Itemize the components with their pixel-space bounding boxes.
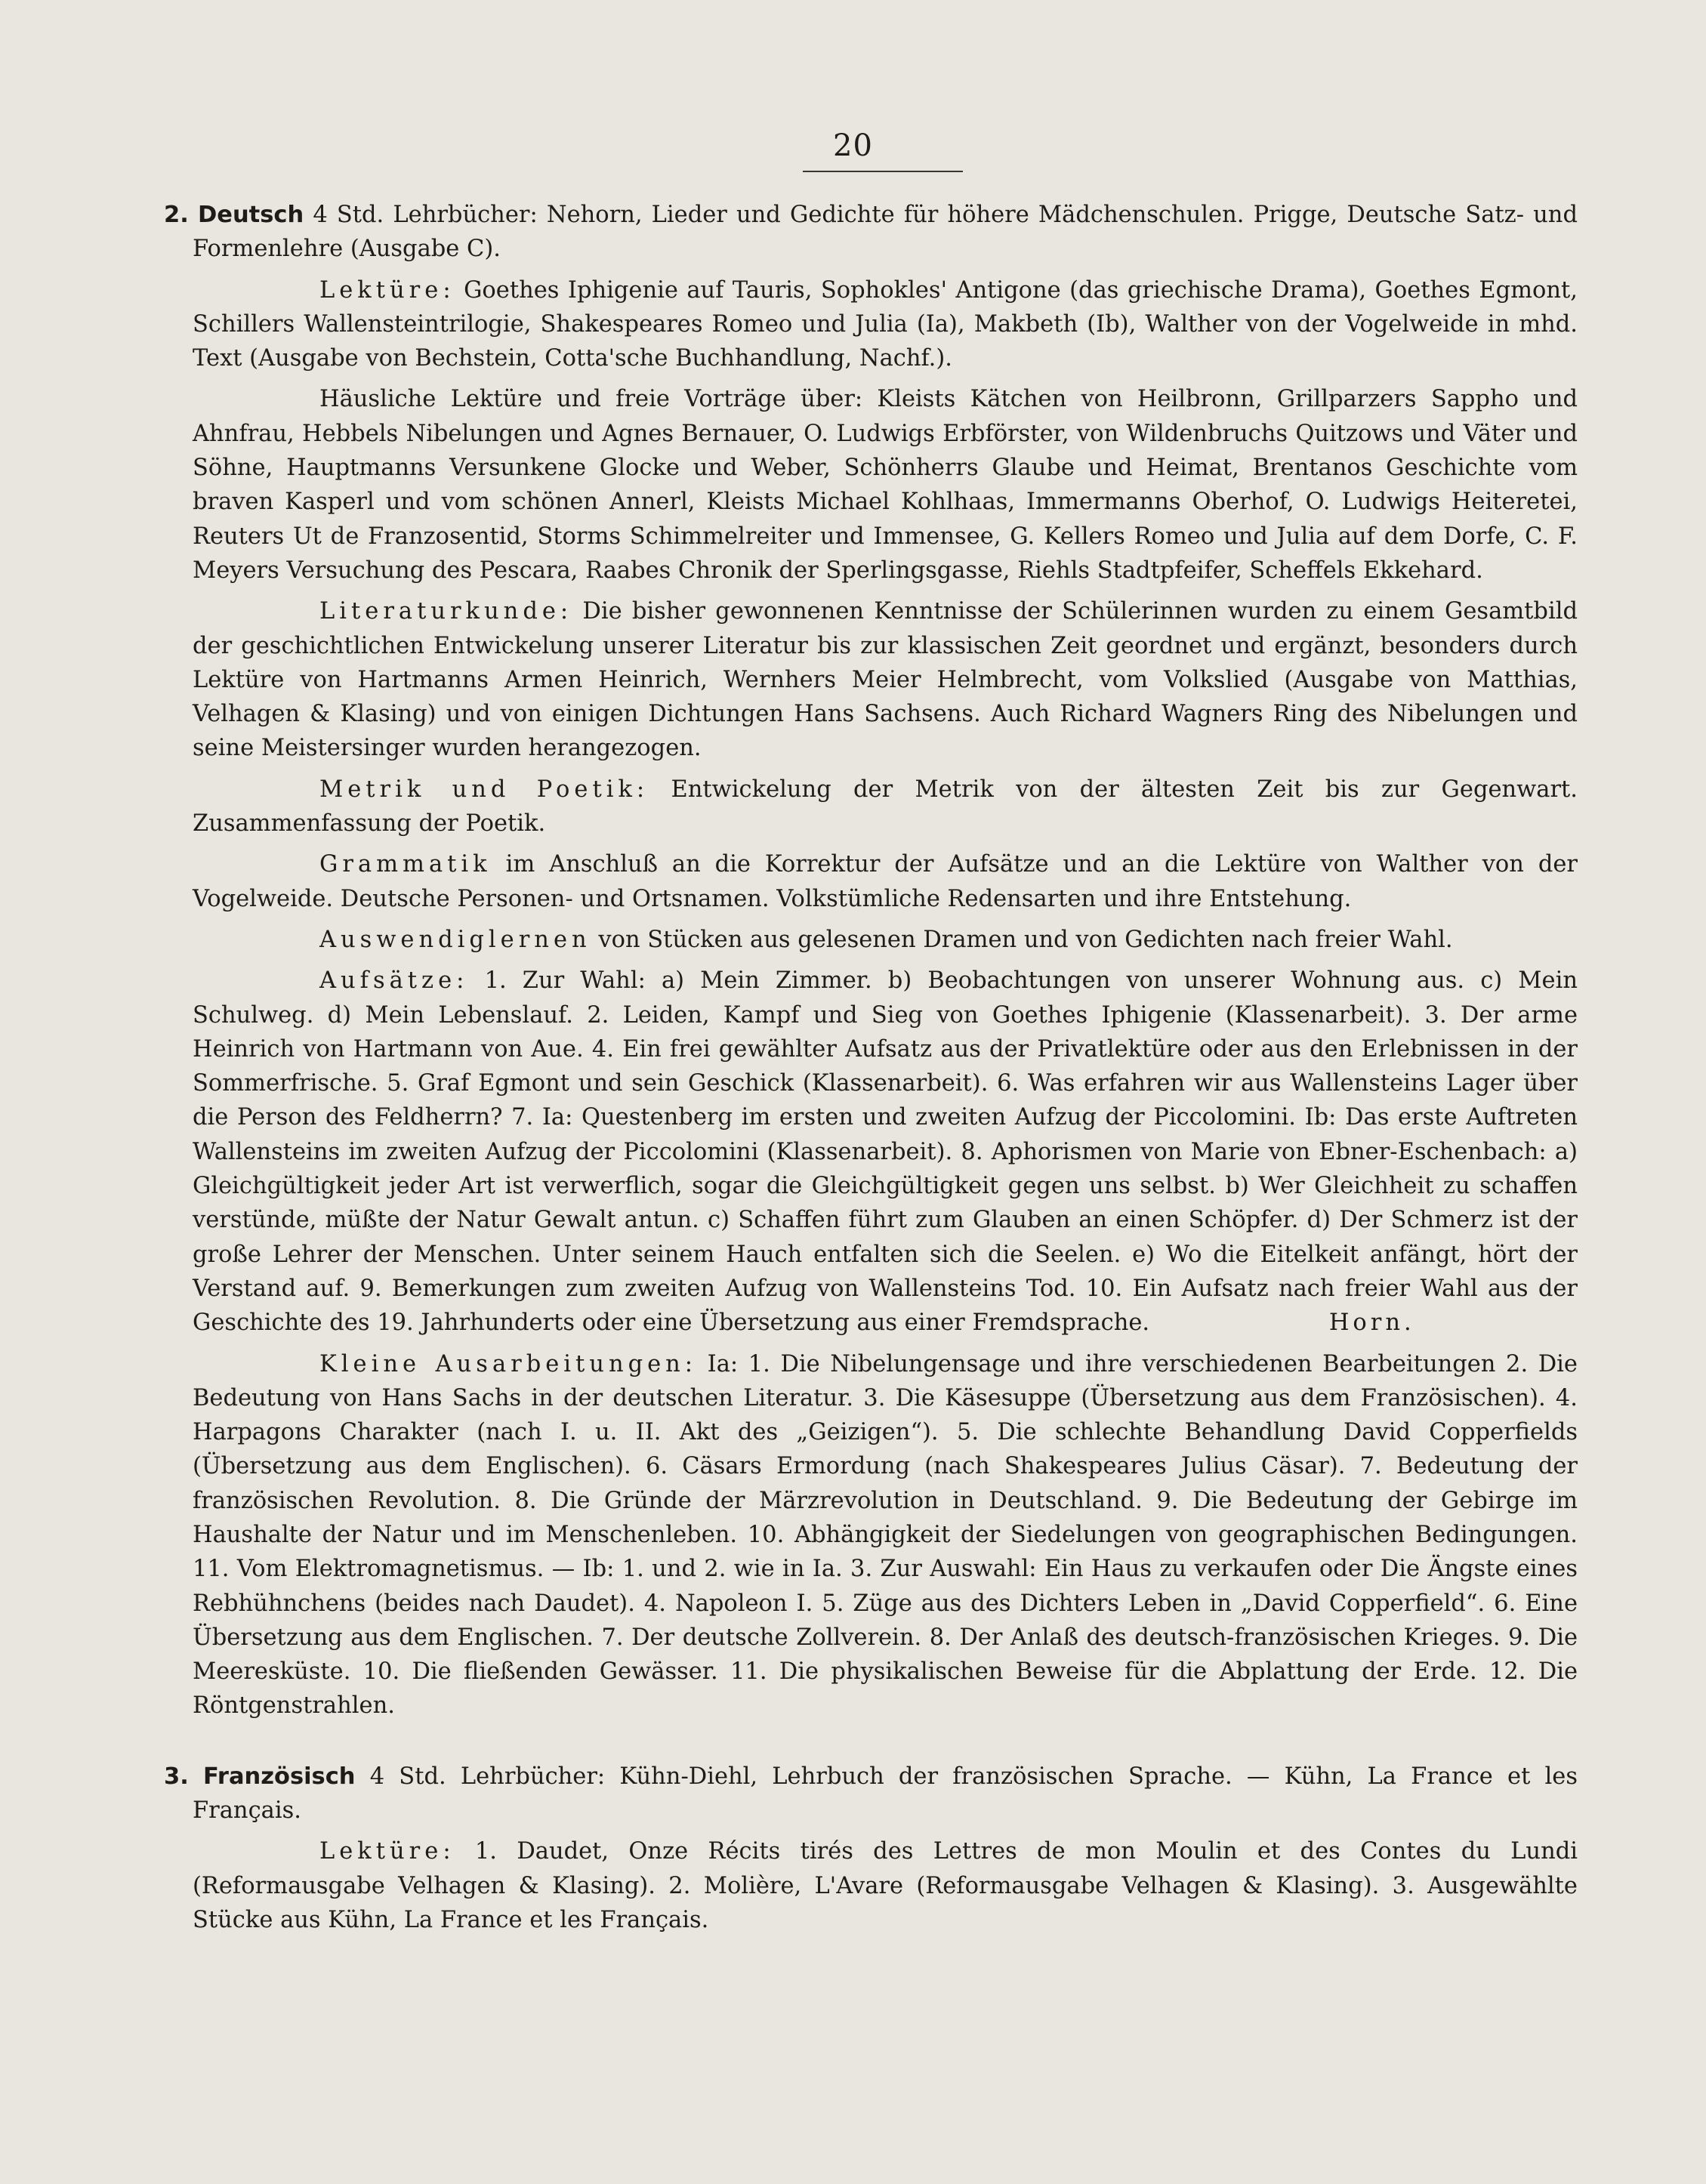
grammatik-paragraph (193, 847, 1578, 916)
literaturkunde-label: Literaturkunde: (319, 598, 573, 625)
section-name: Französisch (203, 1763, 356, 1790)
lektuere-label: Lektüre: (319, 1838, 455, 1865)
grammatik-label: Grammatik (319, 851, 492, 878)
lektuere-label: Lektüre: (319, 276, 455, 304)
section-franzoesisch-header (164, 1760, 1578, 1828)
section-hours: 4 Std. (369, 1763, 446, 1790)
kleine-ausarbeitungen-text: Ia: 1. Die Nibelungensage und ihre verschiedenen Bearbeitungen 2. Die Bedeutung von Hans Sachs in der deutschen Literatur. 3. Die Käsesuppe (Übersetzung aus dem Französischen). 4. Harpagons Charakter (nach I. u. II. Akt des „Geizigen“). 5. Die schlechte Behandlung David Copperfields (Übersetzung aus dem Englischen). 6. Cäsars Ermordung (nach Shakespeares Julius Cäsar). 7. Bedeutung der französischen Revolution. 8. Die Gründe der Märzrevolution in Deutschland. 9. Die Bedeutung der Gebirge im Haushalte der Natur und im Menschenleben. 10. Abhängigkeit der Siedelungen von geographischen Bedingungen. 11. Vom Elektromagnetismus. — Ib: 1. und 2. wie in Ia. 3. Zur Auswahl: Ein Haus zu verkaufen oder Die Ängste eines Rebhühnchens (beides nach Daudet). 4. Napoleon I. 5. Züge aus des Dichters Leben in „David Copperfield“. 6. Eine Übersetzung aus dem Englischen. 7. Der deutsche Zollverein. 8. Der Anlaß des deutsch-französischen Krieges. 9. Die Meeresküste. 10. Die fließenden Gewässer. 11. Die physikalischen Beweise für die Abplattung der Erde. 12. Die Röntgenstrahlen. (193, 1350, 1578, 1720)
haeusliche-lektuere-paragraph (193, 382, 1578, 588)
section-name: Deutsch (197, 202, 304, 228)
auswendiglernen-text: von Stücken aus gelesenen Dramen und von Gedichten nach freier Wahl. (598, 926, 1453, 953)
section-deutsch-header (164, 198, 1578, 267)
books-text: Nehorn, Lieder und Gedichte für höhere Mädchenschulen. Prigge, Deutsche Satz- und Formenlehre (Ausgabe C). (193, 202, 1578, 263)
auswendiglernen-paragraph (193, 923, 1578, 957)
metrik-text: Entwickelung der Metrik von der ältesten Zeit bis zur Gegenwart. Zusammenfassung der Poetik. (193, 776, 1578, 838)
section-number: 3. (164, 1763, 189, 1790)
section-hours: 4 Std. (313, 202, 384, 228)
kleine-ausarbeitungen-paragraph (193, 1347, 1578, 1723)
page-content (164, 198, 1578, 1937)
auswendiglernen-label: Auswendiglernen (319, 926, 591, 953)
books-text: Kühn-Diehl, Lehrbuch der französischen Sprache. — Kühn, La France et les Français. (193, 1763, 1578, 1825)
metrik-paragraph (193, 773, 1578, 841)
aufsaetze-label: Aufsätze: (319, 967, 469, 995)
section-number: 2. (164, 202, 189, 228)
teacher-signature: Horn. (1328, 1309, 1415, 1337)
metrik-label: Metrik und Poetik: (319, 776, 649, 803)
books-label: Lehrbücher: (393, 202, 538, 228)
literaturkunde-paragraph (193, 594, 1578, 765)
lektuere-text: Goethes Iphigenie auf Tauris, Sophokles' Antigone (das griechische Drama), Goethes Egmont, Schillers Wallensteintrilogie, Shakespeares Romeo und Julia (Ia), Makbeth (Ib), Walther von der Vogelweide in mhd. Text (Ausgabe von Bechstein, Cotta'sche Buchhandlung, Nachf.). (193, 276, 1578, 372)
aufsaetze-text: 1. Zur Wahl: a) Mein Zimmer. b) Beobachtungen von unserer Wohnung aus. c) Mein Schulweg. d) Mein Lebenslauf. 2. Leiden, Kampf und Sieg von Goethes Iphigenie (Klassenarbeit). 3. Der arme Heinrich von Hartmann von Aue. 4. Ein frei gewählter Aufsatz aus der Privatlektüre oder aus den Erlebnissen in der Sommerfrische. 5. Graf Egmont und sein Geschick (Klassenarbeit). 6. Was erfahren wir aus Wallensteins Lager über die Person des Feldherrn? 7. Ia: Questenberg im ersten und zweiten Aufzug der Piccolomini. Ib: Das erste Auftreten Wallensteins im zweiten Aufzug der Piccolomini (Klassenarbeit). 8. Aphorismen von Marie von Ebner-Eschenbach: a) Gleichgültigkeit jeder Art ist verwerflich, sogar die Gleichgültigkeit gegen uns selbst. b) Wer Gleichheit zu schaffen verstünde, müßte der Natur Gewalt antun. c) Schaffen führt zum Glauben an einen Schöpfer. d) Der Schmerz ist der große Lehrer der Menschen. Unter seinem Hauch entfalten sich die Seelen. e) Wo die Eitelkeit anfängt, hört der Verstand auf. 9. Bemerkungen zum zweiten Aufzug von Wallensteins Tod. 10. Ein Aufsatz nach freier Wahl aus der Geschichte des 19. Jahrhunderts oder eine Übersetzung aus einer Fremdsprache. (193, 967, 1578, 1337)
lektuere-paragraph (193, 1834, 1578, 1937)
lektuere-paragraph (193, 273, 1578, 376)
page-number: 20 (833, 128, 873, 163)
kleine-ausarbeitungen-label: Kleine Ausarbeitungen: (319, 1350, 698, 1377)
haeusliche-lektuere-text: Häusliche Lektüre und freie Vorträge über: Kleists Kätchen von Heilbronn, Grillparzers Sappho und Ahnfrau, Hebbels Nibelungen und Agnes Bernauer, O. Ludwigs Erbförster, von Wildenbruchs Quitzows und Väter und Söhne, Hauptmanns Versunkene Glocke und Weber, Schönherrs Glaube und Heimat, Brentanos Geschichte vom braven Kasperl und vom schönen Annerl, Kleists Michael Kohlhaas, Immermanns Oberhof, O. Ludwigs Heiteretei, Reuters Ut de Franzosentid, Storms Schimmelreiter und Immensee, G. Kellers Romeo und Julia auf dem Dorfe, C. F. Meyers Versuchung des Pescara, Raabes Chronik der Sperlingsgasse, Riehls Stadtpfeifer, Scheffels Ekkehard. (193, 386, 1578, 584)
books-label: Lehrbücher: (460, 1763, 606, 1790)
page-number-rule (803, 171, 963, 172)
section-gap (193, 1723, 1578, 1760)
grammatik-text: im Anschluß an die Korrektur der Aufsätze und an die Lektüre von Walther von der Vogelweide. Deutsche Personen- und Ortsnamen. Volkstümliche Redensarten und ihre Entstehung. (193, 851, 1578, 912)
aufsaetze-paragraph (193, 964, 1578, 1340)
literaturkunde-text: Die bisher gewonnenen Kenntnisse der Schülerinnen wurden zu einem Gesamtbild der geschichtlichen Entwickelung unserer Literatur bis zur klassischen Zeit geordnet und ergänzt, besonders durch Lektüre von Hartmanns Armen Heinrich, Wernhers Meier Helmbrecht, vom Volkslied (Ausgabe von Matthias, Velhagen & Klasing) und von einigen Dichtungen Hans Sachsens. Auch Richard Wagners Ring des Nibelungen und seine Meistersinger wurden herangezogen. (193, 598, 1578, 762)
lektuere-text: 1. Daudet, Onze Récits tirés des Lettres de mon Moulin et des Contes du Lundi (Reformausgabe Velhagen & Klasing). 2. Molière, L'Avare (Reformausgabe Velhagen & Klasing). 3. Ausgewählte Stücke aus Kühn, La France et les Français. (193, 1838, 1578, 1933)
